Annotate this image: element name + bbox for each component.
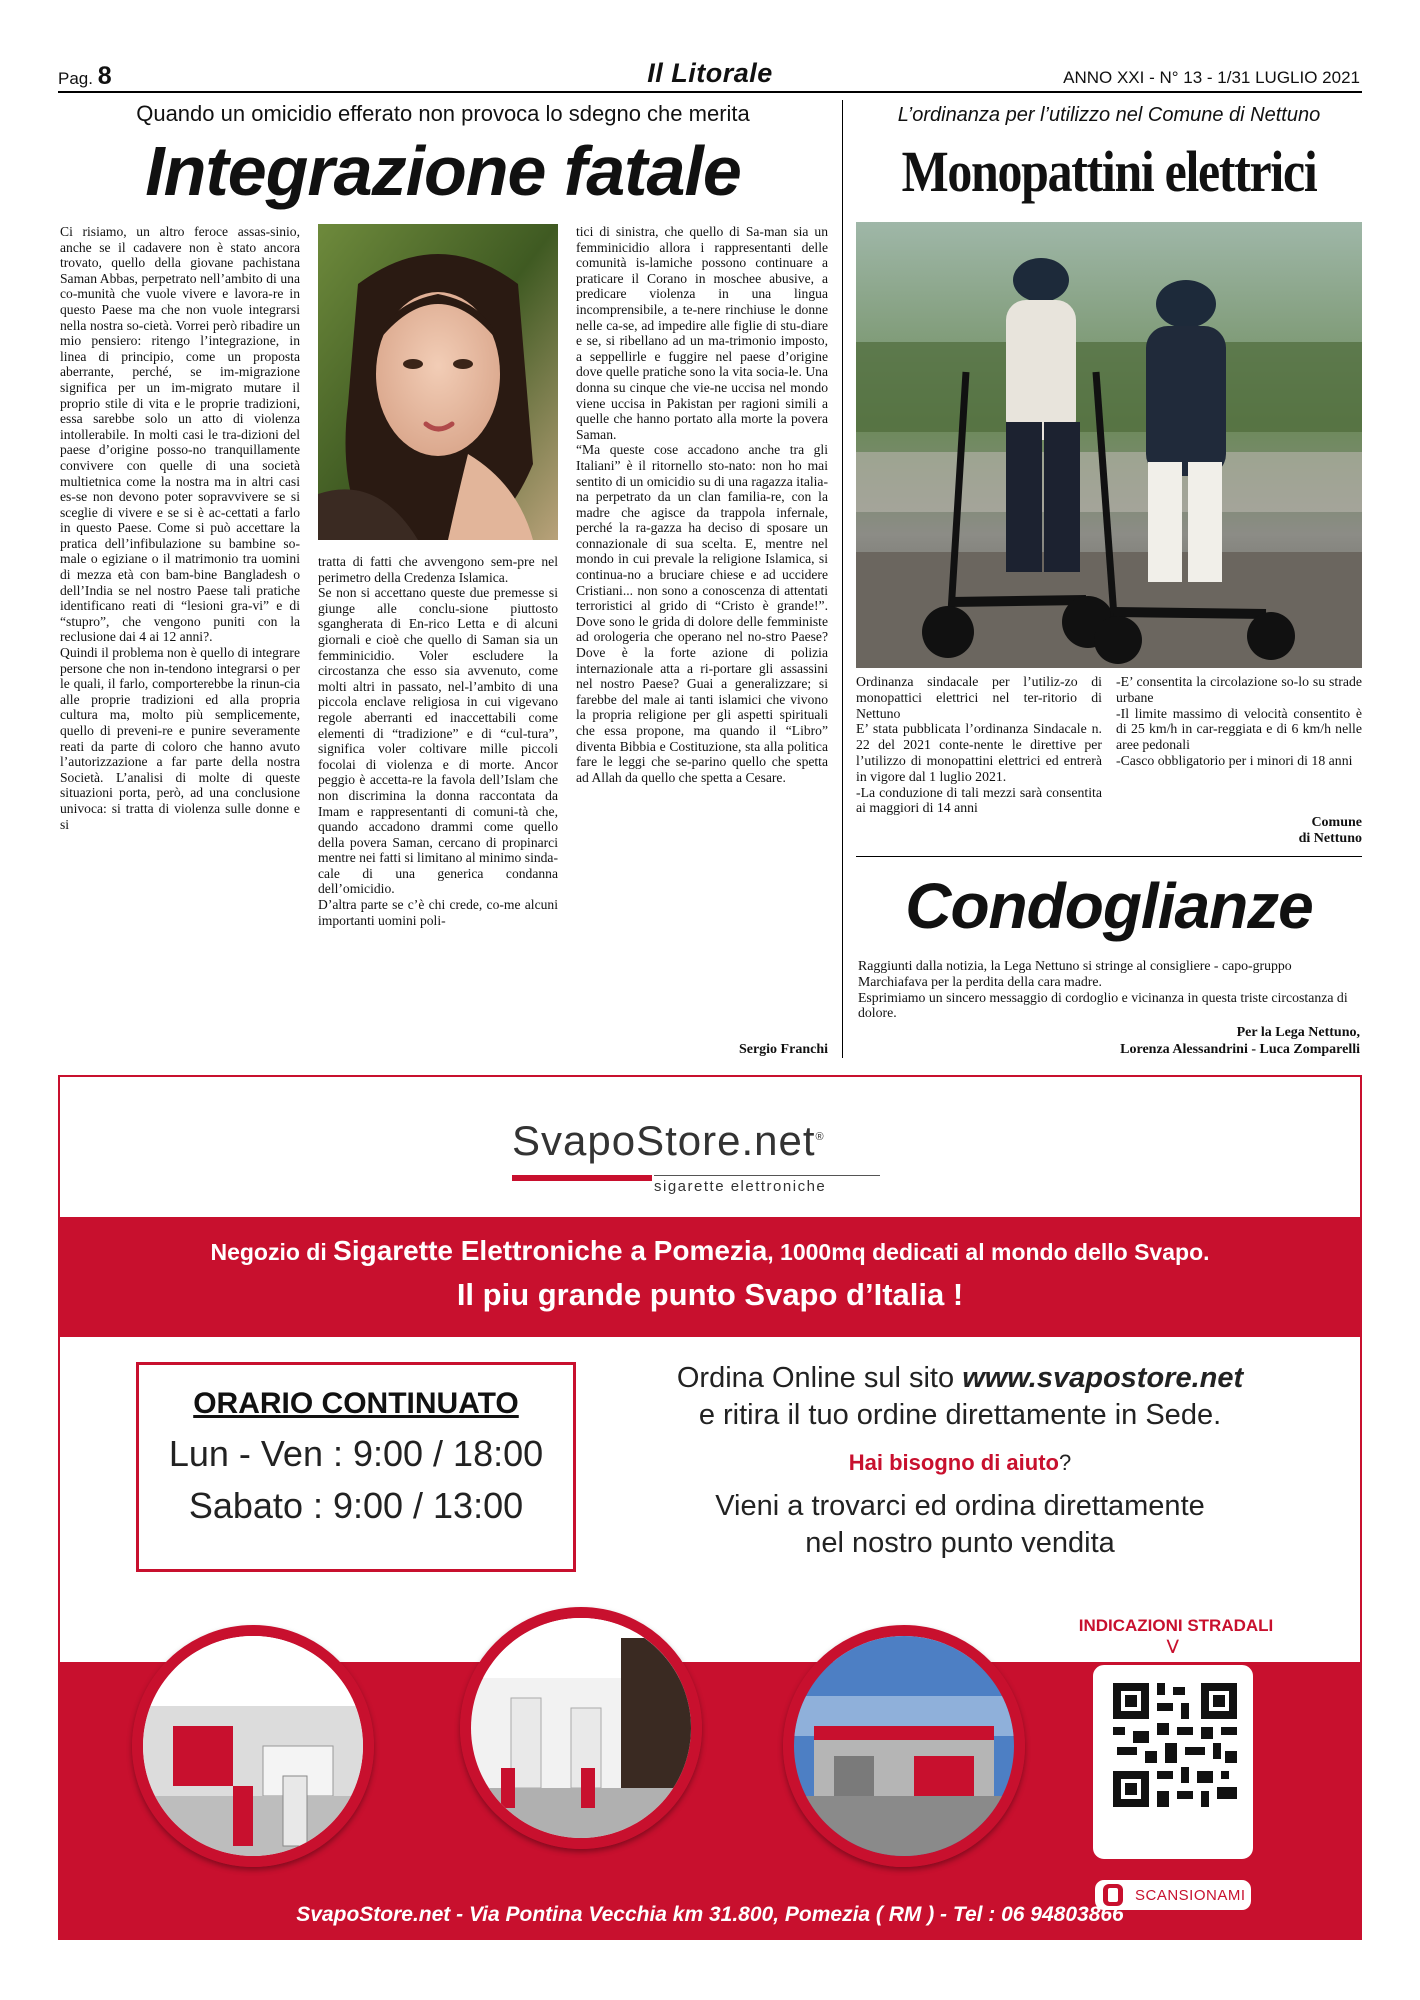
ad-logo[interactable] — [512, 1117, 912, 1207]
issue-line: ANNO XXI - N° 13 - 1/31 LUGLIO 2021 — [1063, 68, 1360, 87]
right-col1-p3: -La conduzione di tali mezzi sarà consentita ai maggiori di 14 anni — [856, 784, 1102, 816]
portrait-illustration — [318, 224, 558, 540]
condolences-sign-1: Per la Lega Nettuno, — [1236, 1025, 1360, 1040]
hours-box — [136, 1362, 576, 1572]
right-col2-p3: -Casco obbligatorio per i minori di 18 anni — [1116, 752, 1353, 768]
logo-wordmark — [512, 1117, 825, 1165]
hours-title: ORARIO CONTINUATO — [193, 1387, 519, 1420]
condolences-headline: Condoglianze — [905, 870, 1313, 942]
left-headline: Integrazione fatale — [145, 132, 741, 210]
left-column-2 — [318, 554, 558, 928]
right-headline: Monopattini elettrici — [901, 139, 1317, 204]
right-column-1 — [856, 674, 1102, 816]
online-line-2: e ritira il tuo ordine direttamente in Sede. — [698, 1399, 1222, 1431]
left-col3-p1: tici di sinistra, che quello di Sa-man sia un femminicidio allora i rappresentanti delle comunità is-lamiche possono continuare a praticare il Corano in moschee abusive, a predicare violenza in una lingua incomprensibile, a te-nere rinchiuse le donne nelle ca-se, ad impedire alle figlie di stu-diare e se, si ribellano ad un ma-trimonio imposto, a seppellirle e fuggire nel paese d’origine dove quelle pratiche sono la vita socia-le. Una donna su cinque che vie-ne uccisa nel mondo viene uccisa in Pakistan per ragioni simili a quelle che hanno portato alla morte la povera Saman. — [576, 224, 828, 442]
store-photo-interior-1 — [132, 1625, 374, 1867]
center-rule — [842, 100, 843, 1058]
chevron-down-icon: ⋁ — [1167, 1639, 1179, 1654]
qr-card[interactable] — [1090, 1662, 1256, 1862]
interior-1-illustration — [143, 1636, 363, 1856]
qr-code-icon[interactable] — [1109, 1679, 1241, 1811]
left-col3-p2: “Ma queste cose accadono anche tra gli Italiani” è il ritornello sto-nato: non ho mai sentito di un omicidio su di una ragazza italia-na perpetrato da un clan familia-re, con la madre che agisce da trappola infernale, perché la ra-gazza ha deciso di sposare un connazionale di sua scelta. E, mentre nel mondo in cui prevale la religione Islamica, si continua-no a bruciare chiese e ad uccidere Cristiani... non sono a conoscenza di attentati terroristici al grido di “Cristo è grande!”. Dove sono le grida di dolore delle femministe ad orologeria che operano nel no-stro Paese? Dove è la forte azione di polizia internazionale atta a ri-portare gli assassini nel nostro Paese? Guai a generalizzare; si farebbe del male ai tanti islamici che vivono la propria religione per gli aspetti spirituali che essa propone, ma quando il “Libro” diventa Bibbia e Costituzione, sta alla politica fare le leggi che se-parino quello che spetta ad Allah da quello che spetta a Cesare. — [576, 442, 828, 785]
banner-line-2: Il piu grande punto Svapo d’Italia ! — [456, 1277, 964, 1312]
left-col2-p1: tratta di fatti che avvengono sem-pre nel perimetro della Credenza Islamica. — [318, 554, 558, 585]
scooter-photo — [856, 222, 1362, 668]
help-q: ? — [1058, 1450, 1072, 1475]
logo-red-bar — [512, 1175, 652, 1181]
left-kicker: Quando un omicidio efferato non provoca lo sdegno che merita — [136, 101, 750, 126]
left-col1-p2: Quindi il problema non è quello di integrare persone che non in-tendono integrarsi o per le quali, il farlo, comporterebbe la rinun-cia alle proprie tradizioni ed alla propria cultura ma, molto più semplicemente, quello di preveni-re e punire severamente reati da parte di coloro che hanno avuto l’autorizzazione a far parte della nostra Società. L’analisi di molte di queste situazioni porta, però, ad una conclusione univoca: si tratta di violenza sulle donne e si — [60, 645, 300, 832]
right-section-rule — [856, 856, 1362, 857]
scan-label: SCANSIONAMI — [1135, 1887, 1246, 1904]
hours-weekday: Lun - Ven : 9:00 / 18:00 — [168, 1433, 544, 1474]
banner-pre: Negozio di — [210, 1239, 334, 1265]
right-signature — [1116, 815, 1362, 847]
right-col2-p1: -E’ consentita la circolazione so-lo su strade urbane — [1116, 674, 1362, 705]
condolences-p2: Esprimiamo un sincero messaggio di cordoglio e vicinanza in questa triste circostanza di dolore. — [858, 989, 1348, 1021]
condolences-sign-2: Lorenza Alessandrini - Luca Zomparelli — [1120, 1042, 1360, 1057]
logo-reg: ® — [815, 1131, 825, 1143]
page-number: 8 — [97, 62, 112, 90]
right-kicker: L’ordinanza per l’utilizzo nel Comune di Nettuno — [897, 104, 1321, 126]
page-label: Pag. — [58, 69, 93, 88]
hours-saturday: Sabato : 9:00 / 13:00 — [188, 1485, 524, 1526]
masthead: Il Litorale — [647, 58, 773, 88]
help-red: Hai bisogno di aiuto — [848, 1450, 1059, 1475]
store-photo-exterior — [783, 1625, 1025, 1867]
page-label-block — [58, 62, 112, 91]
condolences-p1: Raggiunti dalla notizia, la Lega Nettuno si stringe al consigliere - capo-gruppo Marchiafava per la perdita della cara madre. — [858, 958, 1292, 989]
ad-footer: SvapoStore.net - Via Pontina Vecchia km 31.800, Pomezia ( RM ) - Tel : 06 94803866 — [296, 1903, 1124, 1926]
left-col2-p3: D’altra parte se c’è chi crede, co-me alcuni importanti uomini poli- — [318, 897, 558, 928]
store-photo-interior-2 — [460, 1607, 702, 1849]
online-url[interactable]: www.svapostore.net — [962, 1362, 1244, 1394]
saman-photo — [318, 224, 558, 540]
header-rule — [58, 91, 1362, 93]
online-text — [620, 1362, 1300, 1560]
banner-line-1 — [60, 1235, 1360, 1267]
scooter-illustration — [856, 222, 1362, 668]
visit-line-1: Vieni a trovarci ed ordina direttamente — [715, 1490, 1205, 1522]
banner-strong: Sigarette Elettroniche a Pomezia — [333, 1235, 768, 1266]
right-column-2 — [1116, 674, 1362, 769]
right-col1-p1: Ordinanza sindacale per l’utiliz-zo di monopattici elettrici nel ter-ritorio di Nettuno — [856, 674, 1102, 721]
svapostore-ad[interactable] — [58, 1075, 1362, 1940]
right-col2-p2: -Il limite massimo di velocità consentito è di 25 km/h in car-reggiata e di 6 km/h nelle aree pedonali — [1116, 705, 1362, 753]
ad-banner — [60, 1217, 1360, 1337]
right-sign-2: di Nettuno — [1298, 831, 1362, 846]
right-sign-1: Comune — [1311, 815, 1362, 830]
right-col1-p2: E’ stata pubblicata l’ordinanza Sindacale n. 22 del 2021 conte-nente le direttive per l’utilizzo di monopattini elettrici ed entrerà in vigore dal 1 luglio 2021. — [856, 721, 1102, 784]
visit-line-2: nel nostro punto vendita — [805, 1527, 1115, 1559]
phone-icon-screen — [1108, 1888, 1118, 1902]
ad-footer-divider — [60, 1889, 1360, 1890]
left-col1-p1: Ci risiamo, un altro feroce assas-sinio, anche se il cadavere non è stato ancora trovato, quello della giovane pachistana Saman Abbas, perpetrato nell’ambito di una co-munità che vuole vivere e lavora-re in questo Paese ma che non vuole integrarsi nella nostra so-cietà. Vorrei però ribadire un mio pensiero: ritengo l’integrazione, in linea di principio, come un proposta aberrante, perché, se im-migrazione significa per un im-migrato mutare il proprio stile di vita e le proprie tradizioni, essa sarebbe solo un atto di violenza intollerabile. In molti casi le tra-dizioni del paese d’origine posso-no tranquillamente convivere con quelle di una società multietnica come la nostra ma in altri casi es-se non devono poter sopravvivere se si sceglie di vivere e se si è ac-cettati a farlo in questo Paese. Come si può accettare la pratica dell’infibulazione su bambine so-male o egiziane o il matrimonio tra uomini di mezza età con bam-bine Bangladesh o dell’India se nel nostro Paese tali pratiche identificano reati di “lesioni gra-vi” e di “stupro”, che vengono puniti con la reclusione dai 4 ai 12 anni?. — [60, 224, 300, 645]
exterior-illustration — [794, 1636, 1014, 1856]
online-pre: Ordina Online sul sito — [676, 1362, 963, 1394]
online-line-1 — [620, 1362, 1300, 1395]
interior-2-illustration — [471, 1618, 691, 1838]
logo-main: SvapoStore.net — [512, 1117, 816, 1164]
left-column-3 — [576, 224, 828, 785]
banner-post: , 1000mq dedicati al mondo dello Svapo. — [767, 1239, 1210, 1265]
directions-label: INDICAZIONI STRADALI — [1078, 1616, 1274, 1635]
left-column-1 — [60, 224, 300, 832]
help-line — [620, 1450, 1300, 1476]
condolences-signature — [856, 1024, 1360, 1058]
left-col2-p2: Se non si accettano queste due premesse si giunge alle conclu-sione piuttosto sgangherata di En-rico Letta e di alcuni giornali e cioè che quello di Saman sia un femminicidio. Voler escludere la circostanza che esso sia avvenuto, come molti altri in passato, nel-l’ambito di una piccola enclave religiosa in cui vigevano regole aberranti ed inaccettabili come elementi di “tradizione” e di “cul-tura”, significa voler coltivare mille piccoli focolai di violenza e di morte. Ancor peggio è accetta-re la favola dell’Islam che non discrimina la donna raccontata da Imam e rappresentanti di comuni-tà che, quando accadono drammi come quello della povera Saman, cercano di propinarci mentre nei fatti si limitano al minimo sinda-cale di una generica condanna dell’omicidio. — [318, 585, 558, 897]
condolences-body — [858, 958, 1358, 1021]
left-author: Sergio Franchi — [738, 1042, 828, 1057]
logo-sub: sigarette elettroniche — [654, 1175, 880, 1195]
